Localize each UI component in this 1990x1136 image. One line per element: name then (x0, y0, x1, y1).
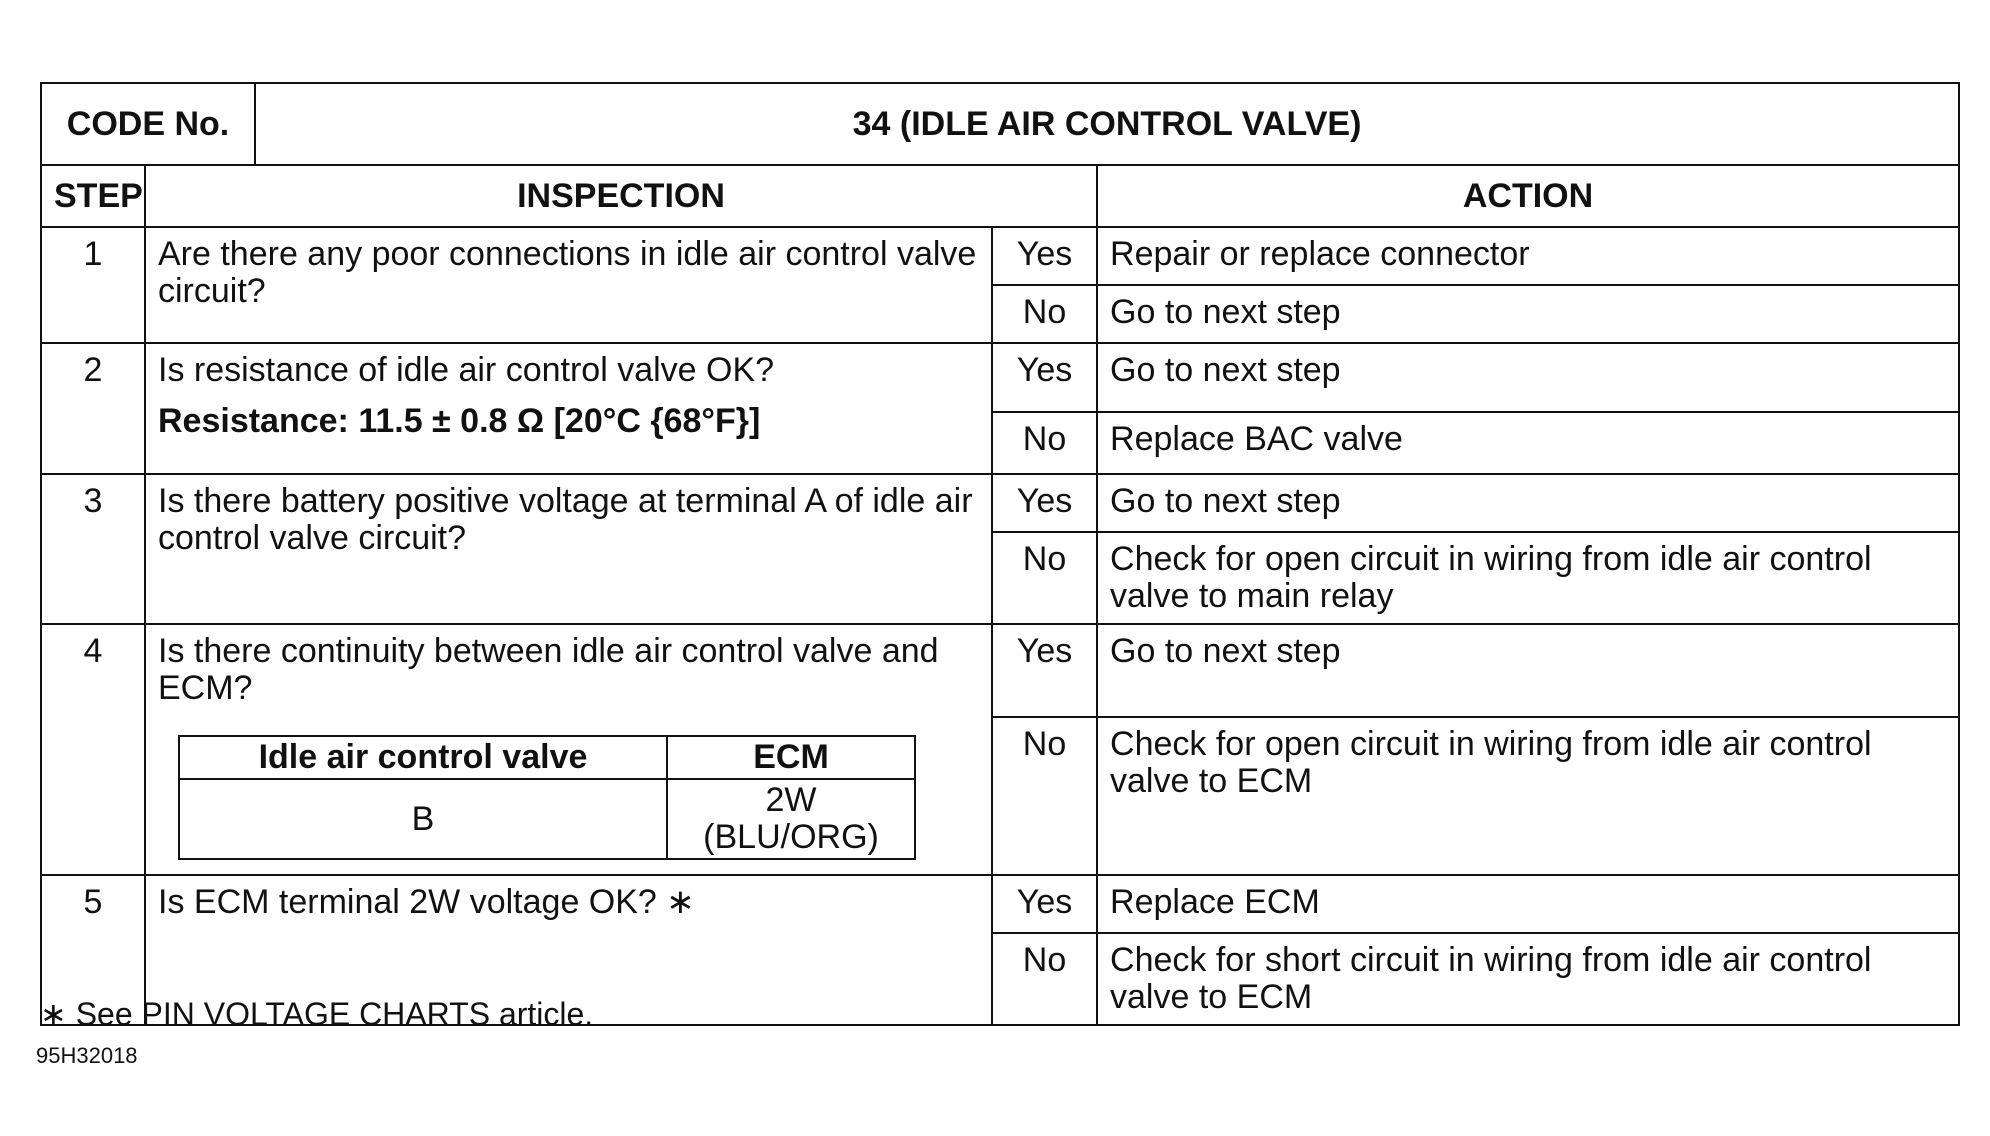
subtable-row (179, 779, 915, 859)
inspection-column-header: INSPECTION (145, 165, 1097, 227)
action-column-header: ACTION (1097, 165, 1959, 227)
no-action: Check for short circuit in wiring from idle air control valve to ECM (1097, 933, 1959, 1025)
diagnostic-table (40, 82, 1960, 1026)
no-action: Go to next step (1097, 285, 1959, 343)
inspection-text: Is resistance of idle air control valve OK? (158, 351, 775, 389)
yes-action: Replace ECM (1097, 875, 1959, 933)
no-label: No (992, 285, 1097, 343)
yes-action: Go to next step (1097, 474, 1959, 532)
inspection-text: Is there continuity between idle air control valve and ECM? (158, 632, 939, 707)
step-column-header: STEP (41, 165, 145, 227)
no-action: Check for open circuit in wiring from idle air control valve to main relay (1097, 532, 1959, 624)
yes-action: Go to next step (1097, 343, 1959, 412)
step-1-yes-row (41, 227, 1959, 285)
yes-label: Yes (992, 227, 1097, 285)
yes-label: Yes (992, 875, 1097, 933)
resistance-spec: Resistance: 11.5 ± 0.8 Ω [20°C {68°F}] (158, 402, 761, 440)
step-3-yes-row (41, 474, 1959, 532)
subtable-cell-valve-terminal: B (179, 779, 667, 859)
subtable-header-valve: Idle air control valve (179, 736, 667, 779)
code-title: 34 (IDLE AIR CONTROL VALVE) (255, 83, 1959, 165)
subtable-cell-ecm-terminal: 2W (BLU/ORG) (667, 779, 915, 859)
step-5-yes-row (41, 875, 1959, 933)
step-2-yes-row (41, 343, 1959, 412)
no-label: No (992, 532, 1097, 624)
step-number: 1 (41, 227, 145, 343)
yes-label: Yes (992, 474, 1097, 532)
yes-label: Yes (992, 624, 1097, 717)
continuity-subtable (178, 735, 916, 860)
no-action: Replace BAC valve (1097, 412, 1959, 474)
inspection-text: Is there battery positive voltage at terminal A of idle air control valve circuit? (145, 474, 992, 624)
step-number: 5 (41, 875, 145, 1025)
step-number: 4 (41, 624, 145, 875)
inspection-cell (145, 624, 992, 875)
yes-label: Yes (992, 343, 1097, 412)
inspection-text: Are there any poor connections in idle air control valve circuit? (145, 227, 992, 343)
step-4-yes-row (41, 624, 1959, 717)
code-row (41, 83, 1959, 165)
subtable-header-row (179, 736, 915, 779)
step-number: 2 (41, 343, 145, 474)
figure-id: 95H32018 (36, 1043, 138, 1068)
subtable-header-ecm: ECM (667, 736, 915, 779)
yes-action: Go to next step (1097, 624, 1959, 717)
column-header-row (41, 165, 1959, 227)
step-number: 3 (41, 474, 145, 624)
footnote: ∗ See PIN VOLTAGE CHARTS article. (40, 996, 594, 1032)
yes-action: Repair or replace connector (1097, 227, 1959, 285)
inspection-cell (145, 343, 992, 474)
no-action: Check for open circuit in wiring from idle air control valve to ECM (1097, 717, 1959, 875)
no-label: No (992, 717, 1097, 875)
inspection-text: Is ECM terminal 2W voltage OK? ∗ (145, 875, 992, 1025)
no-label: No (992, 933, 1097, 1025)
code-label: CODE No. (41, 83, 255, 165)
no-label: No (992, 412, 1097, 474)
